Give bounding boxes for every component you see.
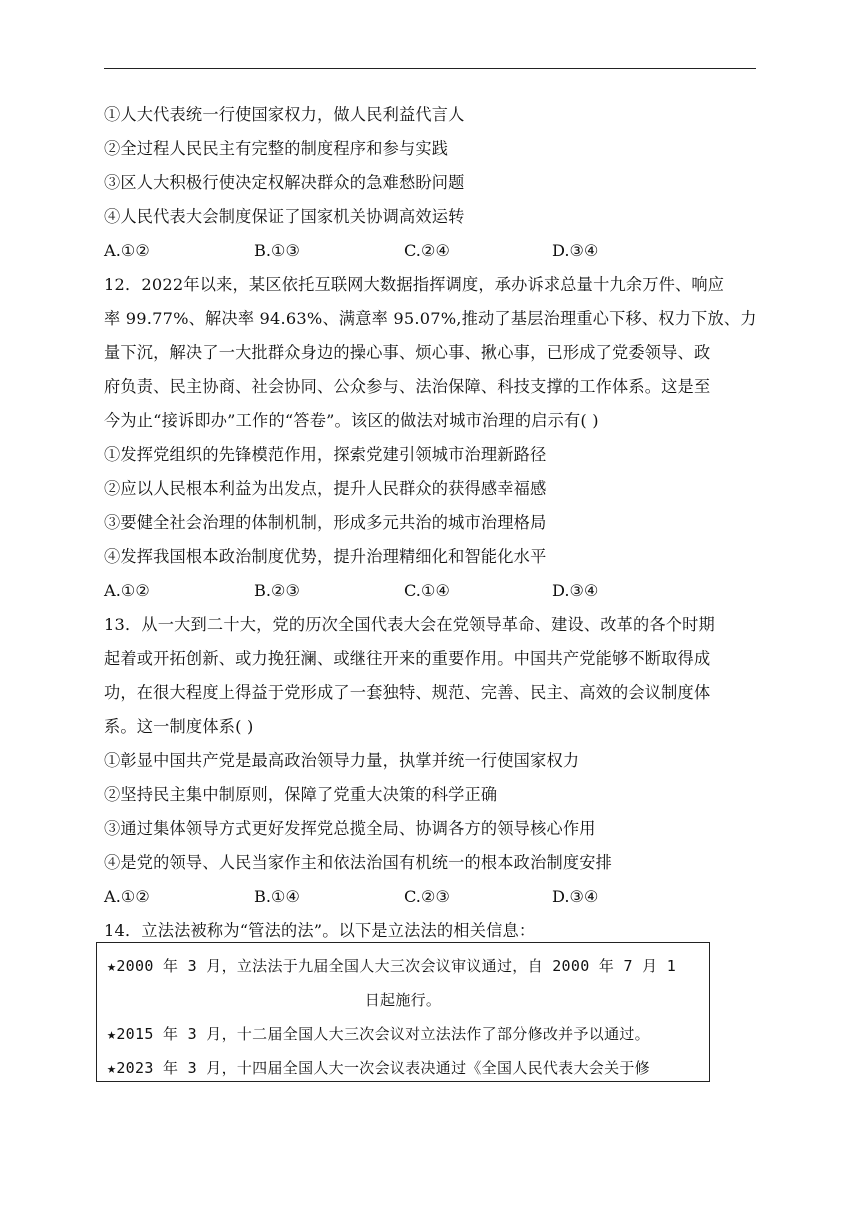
q13-choice-b[interactable]: B.①④ [254,887,301,906]
q13-option-3: ③通过集体领导方式更好发挥党总揽全局、协调各方的领导核心作用 [104,819,596,838]
q13-stem-line-2: 起着或开拓创新、或力挽狂澜、或继往开来的重要作用。中国共产党能够不断取得成 [104,649,711,668]
q14-stem: 14．立法法被称为“管法的法”。以下是立法法的相关信息： [104,921,536,940]
q12-stem-line-4: 府负责、民主协商、社会协同、公众参与、法治保障、科技支撑的工作体系。这是至 [104,377,711,396]
q11-choice-b[interactable]: B.①③ [254,241,301,260]
q14-box-line-2: 日起施行。 [364,991,442,1009]
header-rule [104,68,756,69]
q12-option-2: ②应以人民根本利益为出发点，提升人民群众的获得感幸福感 [104,479,547,498]
q12-option-3: ③要健全社会治理的体制机制，形成多元共治的城市治理格局 [104,513,547,532]
q12-stem-line-2: 率 99.77%、解决率 94.63%、满意率 95.07%,推动了基层治理重心下移、权力下放、力 [104,309,757,328]
q13-choices [104,880,756,914]
q12-choices [104,574,756,608]
q13-choice-c[interactable]: C.②③ [404,887,450,906]
q11-option-4: ④人民代表大会制度保证了国家机关协调高效运转 [104,207,465,226]
q13-stem-line-3: 功，在很大程度上得益于党形成了一套独特、规范、完善、民主、高效的会议制度体 [104,683,711,702]
q13-option-2: ②坚持民主集中制原则，保障了党重大决策的科学正确 [104,785,498,804]
q13-choice-d[interactable]: D.③④ [552,887,599,906]
q12-choice-a[interactable]: A.①② [104,581,150,600]
q12-stem-line-5: 今为止“接诉即办”工作的“答卷”。该区的做法对城市治理的启示有( ) [104,411,599,430]
question-content [104,98,756,948]
q11-choice-a[interactable]: A.①② [104,241,150,260]
q13-choice-a[interactable]: A.①② [104,887,150,906]
q14-info-box [96,942,710,1082]
q12-choice-d[interactable]: D.③④ [552,581,599,600]
q11-choice-c[interactable]: C.②④ [404,241,450,260]
q11-choices [104,234,756,268]
q13-stem-line-1: 13．从一大到二十大，党的历次全国代表大会在党领导革命、建设、改革的各个时期 [104,615,715,634]
q12-option-1: ①发挥党组织的先锋模范作用，探索党建引领城市治理新路径 [104,445,547,464]
q13-stem-line-4: 系。这一制度体系( ) [104,717,254,736]
q13-option-1: ①彰显中国共产党是最高政治领导力量，执掌并统一行使国家权力 [104,751,580,770]
q14-box-line-1: ★2000 年 3 月，立法法于九届全国人大三次会议审议通过，自 2000 年 7 月 1 [107,957,677,975]
q12-stem-line-1: 12．2022年以来，某区依托互联网大数据指挥调度，承办诉求总量十九余万件、响应 [104,275,725,294]
q12-choice-b[interactable]: B.②③ [254,581,301,600]
q11-option-3: ③区人大积极行使决定权解决群众的急难愁盼问题 [104,173,465,192]
q14-box-line-4: ★2023 年 3 月，十四届全国人大一次会议表决通过《全国人民代表大会关于修 [107,1059,650,1077]
q12-stem-line-3: 量下沉，解决了一大批群众身边的操心事、烦心事、揪心事，已形成了党委领导、政 [104,343,711,362]
q12-option-4: ④发挥我国根本政治制度优势，提升治理精细化和智能化水平 [104,547,547,566]
q12-choice-c[interactable]: C.①④ [404,581,450,600]
q13-option-4: ④是党的领导、人民当家作主和依法治国有机统一的根本政治制度安排 [104,853,613,872]
q11-option-1: ①人大代表统一行使国家权力，做人民利益代言人 [104,105,465,124]
q11-choice-d[interactable]: D.③④ [552,241,599,260]
q11-option-2: ②全过程人民民主有完整的制度程序和参与实践 [104,139,449,158]
q14-box-line-3: ★2015 年 3 月，十二届全国人大三次会议对立法法作了部分修改并予以通过。 [107,1025,650,1043]
